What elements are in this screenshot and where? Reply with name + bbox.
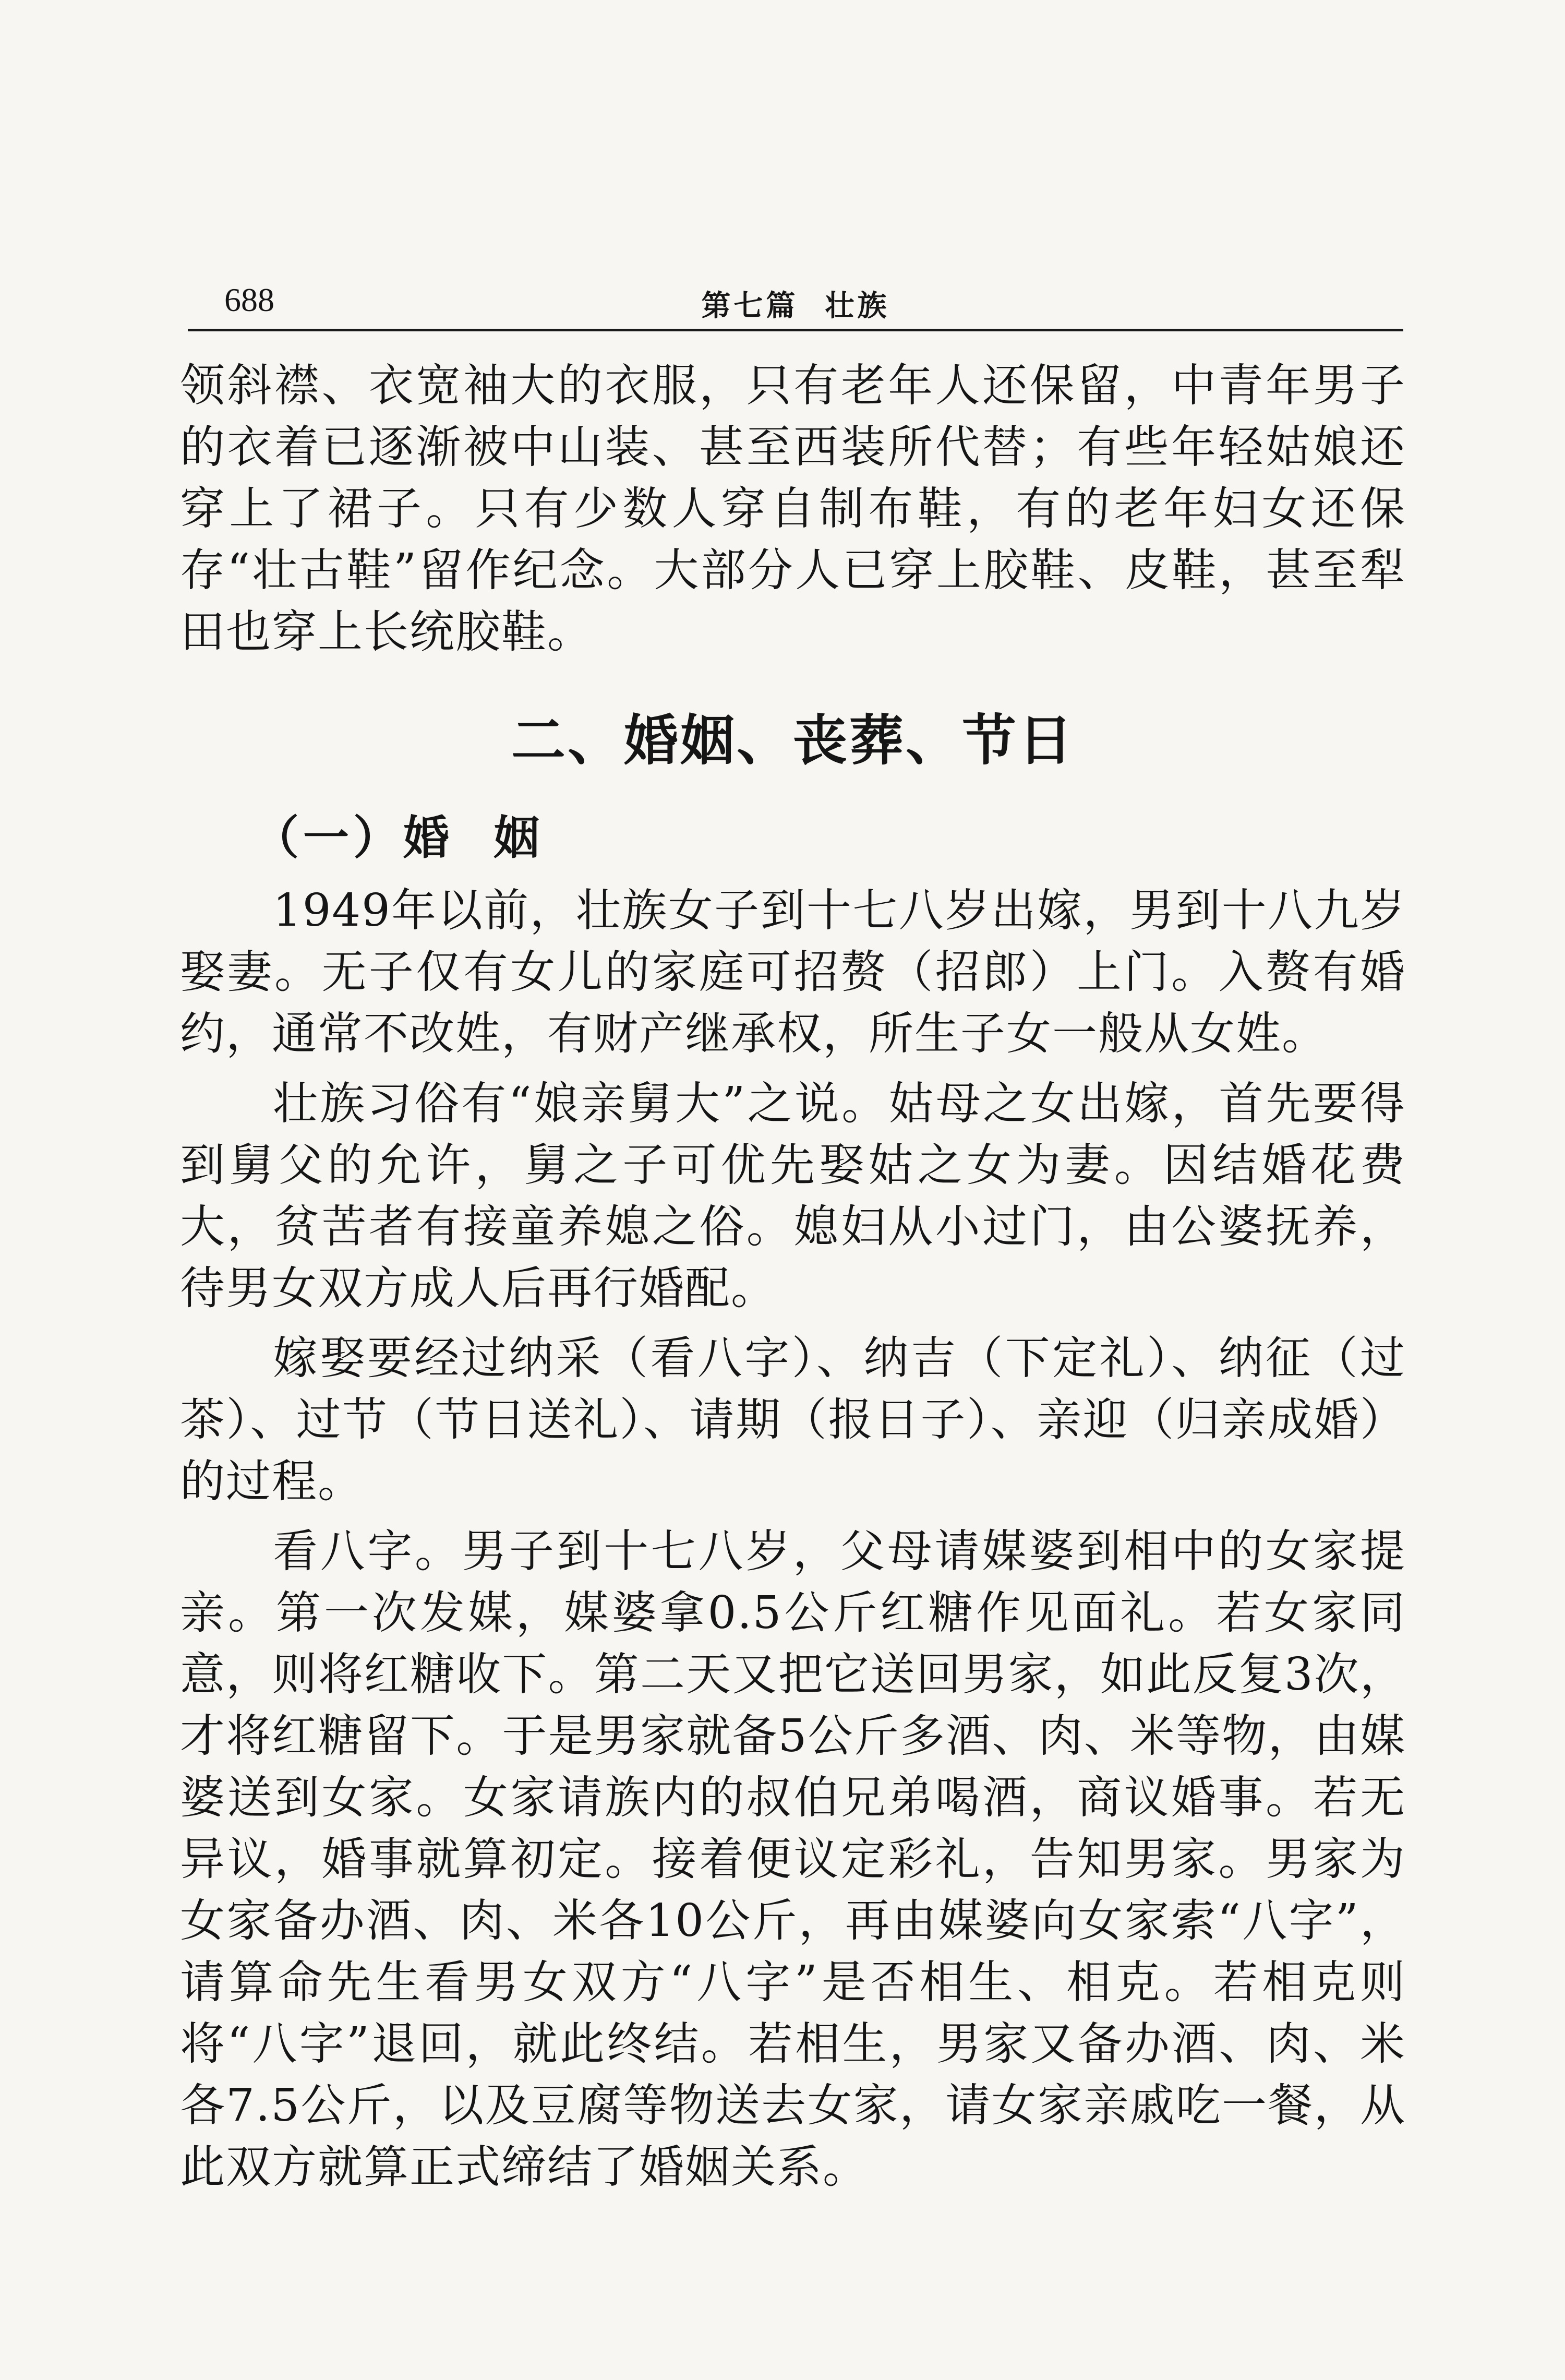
paragraph-wedding-process: 嫁娶要经过纳采（看八字）、纳吉（下定礼）、纳征（过茶）、过节（节日送礼）、请期（报日子）、亲迎（归亲成婚）的过程。 <box>180 1332 1406 1508</box>
running-head: 第七篇 壮族 <box>701 289 890 323</box>
page-number: 688 <box>224 281 274 318</box>
paragraph-marriage-age: 1949年以前，壮族女子到十七八岁出嫁，男到十八九岁娶妻。无子仅有女儿的家庭可招赘（招郎）上门。入赘有婚约，通常不改姓，有财产继承权，所生子女一般从女姓。 <box>180 884 1406 1060</box>
paragraph-uncle-custom: 壮族习俗有“娘亲舅大”之说。姑母之女出嫁，首先要得到舅父的允许，舅之子可优先娶姑之女为妻。因结婚花费大，贫苦者有接童养媳之俗。媳妇从小过门，由公婆抚养，待男女双方成人后再行婚配。 <box>180 1078 1406 1314</box>
paragraph-bazi: 看八字。男子到十七八岁，父母请媒婆到相中的女家提亲。第一次发媒，媒婆拿0.5公斤红糖作见面礼。若女家同意，则将红糖收下。第二天又把它送回男家，如此反复3次，才将红糖留下。于是男家就备5公斤多酒、肉、米等物，由媒婆送到女家。女家请族内的叔伯兄弟喝酒，商议婚事。若无异议，婚事就算初定。接着便议定彩礼，告知男家。男家为女家备办酒、肉、米各10公斤，再由媒婆向女家索“八字”，请算命先生看男女双方“八字”是否相生、相克。若相克则将“八字”退回，就此终结。若相生，男家又备办酒、肉、米各7.5公斤，以及豆腐等物送去女家，请女家亲戚吃一餐，从此双方就算正式缔结了婚姻关系。 <box>180 1525 1406 2193</box>
page-body <box>180 355 1406 2198</box>
intro-paragraph: 领斜襟、衣宽袖大的衣服，只有老年人还保留，中青年男子的衣着已逐渐被中山装、甚至西装所代替；有些年轻姑娘还穿上了裙子。只有少数人穿自制布鞋，有的老年妇女还保存“壮古鞋”留作纪念。大部分人已穿上胶鞋、皮鞋，甚至犁田也穿上长统胶鞋。 <box>180 360 1406 658</box>
subsection-title: （一）婚 姻 <box>253 810 544 865</box>
section-title: 二、婚姻、丧葬、节日 <box>511 708 1075 772</box>
page-header <box>188 271 1403 331</box>
